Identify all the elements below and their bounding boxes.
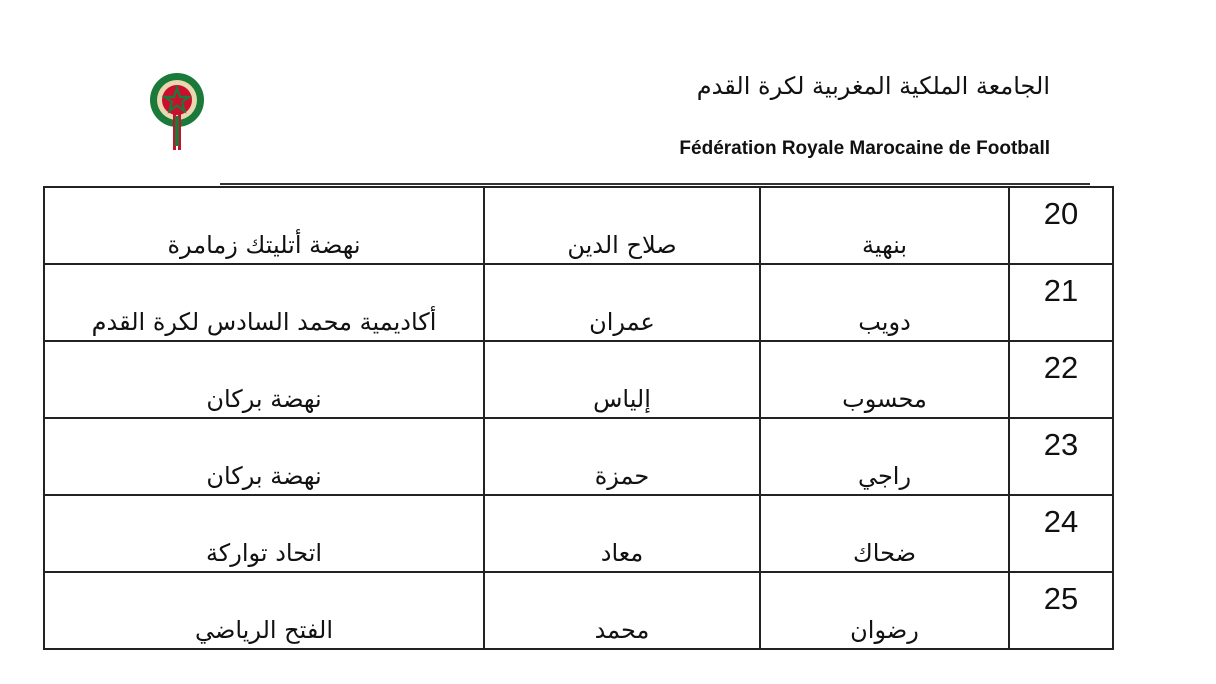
club-cell: نهضة بركان bbox=[44, 418, 484, 495]
club-cell: الفتح الرياضي bbox=[44, 572, 484, 649]
last-name-cell: راجي bbox=[760, 418, 1009, 495]
club-cell: أكاديمية محمد السادس لكرة القدم bbox=[44, 264, 484, 341]
number-cell: 25 bbox=[1009, 572, 1113, 649]
first-name-cell: معاد bbox=[484, 495, 760, 572]
first-name-cell: حمزة bbox=[484, 418, 760, 495]
last-name-cell: بنهية bbox=[760, 187, 1009, 264]
table-row bbox=[44, 341, 1113, 418]
number-cell: 24 bbox=[1009, 495, 1113, 572]
first-name-cell: محمد bbox=[484, 572, 760, 649]
table-row bbox=[44, 495, 1113, 572]
federation-title-french: Fédération Royale Marocaine de Football bbox=[679, 138, 1050, 159]
table-row bbox=[44, 418, 1113, 495]
last-name-cell: ضحاك bbox=[760, 495, 1009, 572]
club-cell: اتحاد تواركة bbox=[44, 495, 484, 572]
number-cell: 21 bbox=[1009, 264, 1113, 341]
frmf-crest-icon bbox=[146, 72, 208, 154]
players-table bbox=[43, 186, 1114, 650]
number-cell: 22 bbox=[1009, 341, 1113, 418]
club-cell: نهضة أتليتك زمامرة bbox=[44, 187, 484, 264]
federation-title-arabic: الجامعة الملكية المغربية لكرة القدم bbox=[696, 72, 1050, 100]
first-name-cell: إلياس bbox=[484, 341, 760, 418]
number-cell: 20 bbox=[1009, 187, 1113, 264]
first-name-cell: صلاح الدين bbox=[484, 187, 760, 264]
last-name-cell: دويب bbox=[760, 264, 1009, 341]
first-name-cell: عمران bbox=[484, 264, 760, 341]
table-row bbox=[44, 572, 1113, 649]
table-row bbox=[44, 264, 1113, 341]
last-name-cell: محسوب bbox=[760, 341, 1009, 418]
number-cell: 23 bbox=[1009, 418, 1113, 495]
last-name-cell: رضوان bbox=[760, 572, 1009, 649]
table-row bbox=[44, 187, 1113, 264]
header-divider bbox=[220, 183, 1090, 185]
club-cell: نهضة بركان bbox=[44, 341, 484, 418]
